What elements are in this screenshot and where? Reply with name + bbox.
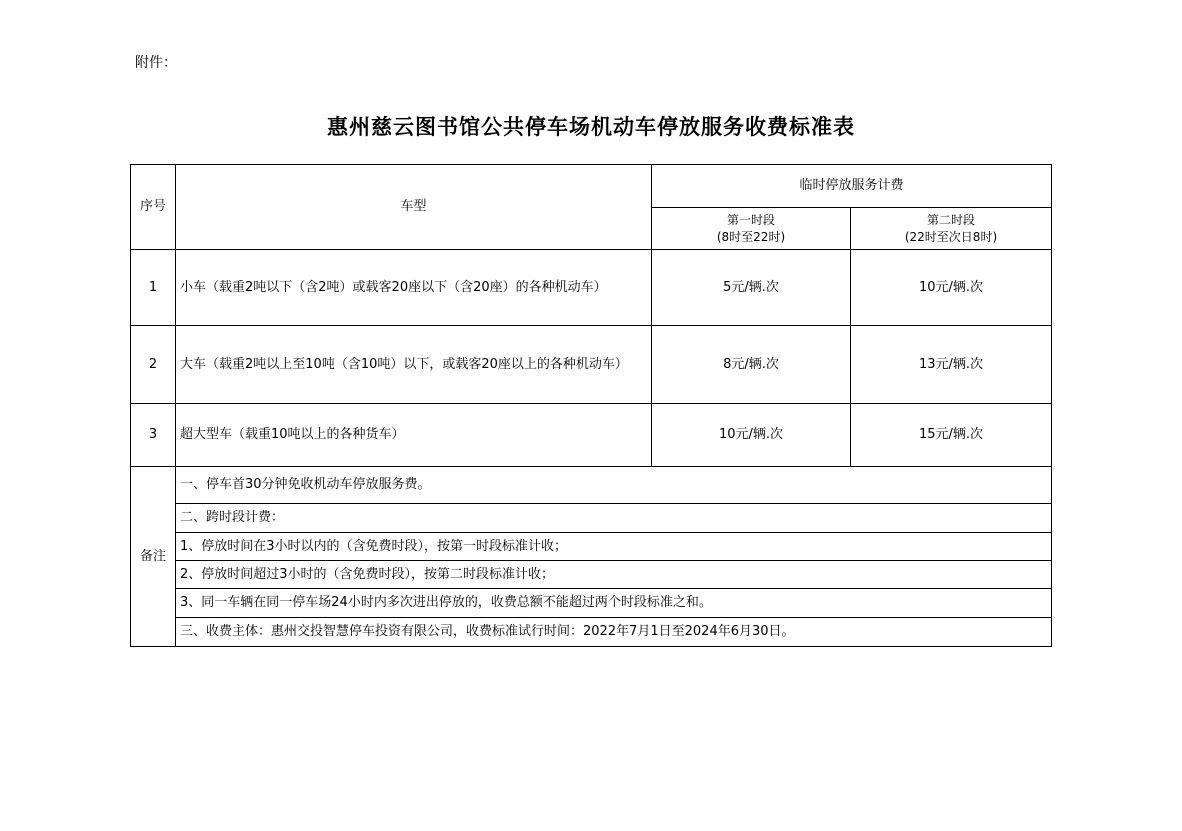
period-1-hours: (8时至22时) — [716, 229, 786, 244]
table-row — [131, 250, 1052, 326]
period-1-name: 第一时段 — [726, 212, 775, 227]
row-vehicle-type: 小车（载重2吨以下（含2吨）或载客20座以下（含20座）的各种机动车） — [176, 250, 652, 326]
notes-label: 备注 — [131, 467, 176, 647]
attachment-label: 附件： — [135, 55, 177, 71]
row-seq: 1 — [131, 250, 176, 326]
note-item: 3、同一车辆在同一停车场24小时内多次进出停放的，收费总额不能超过两个时段标准之和。 — [176, 589, 1052, 618]
note-row — [131, 467, 1052, 504]
note-row — [131, 618, 1052, 647]
header-period-2 — [851, 208, 1052, 250]
note-row — [131, 561, 1052, 589]
row-fee-period-1: 10元/辆.次 — [652, 404, 851, 467]
header-period-1 — [652, 208, 851, 250]
row-vehicle-type: 大车（载重2吨以上至10吨（含10吨）以下，或载客20座以上的各种机动车） — [176, 326, 652, 404]
row-fee-period-1: 5元/辆.次 — [652, 250, 851, 326]
row-fee-period-2: 13元/辆.次 — [851, 326, 1052, 404]
note-item: 1、停放时间在3小时以内的（含免费时段），按第一时段标准计收； — [176, 533, 1052, 561]
document-title: 惠州慈云图书馆公共停车场机动车停放服务收费标准表 — [327, 114, 855, 139]
row-seq: 2 — [131, 326, 176, 404]
period-2-hours: (22时至次日8时) — [904, 229, 998, 244]
note-item: 二、跨时段计费： — [176, 504, 1052, 533]
period-2-name: 第二时段 — [927, 212, 976, 227]
note-row — [131, 504, 1052, 533]
table-row — [131, 326, 1052, 404]
row-vehicle-type: 超大型车（载重10吨以上的各种货车） — [176, 404, 652, 467]
row-seq: 3 — [131, 404, 176, 467]
fee-standard-table — [130, 164, 1052, 647]
header-vehicle-type: 车型 — [176, 165, 652, 250]
table-row — [131, 404, 1052, 467]
note-row — [131, 533, 1052, 561]
row-fee-period-2: 10元/辆.次 — [851, 250, 1052, 326]
note-item: 2、停放时间超过3小时的（含免费时段），按第二时段标准计收； — [176, 561, 1052, 589]
note-item: 三、收费主体：惠州交投智慧停车投资有限公司，收费标准试行时间：2022年7月1日至2024年6月30日。 — [176, 618, 1052, 647]
header-seq: 序号 — [131, 165, 176, 250]
header-temporary-fee: 临时停放服务计费 — [652, 165, 1052, 208]
note-item: 一、停车首30分钟免收机动车停放服务费。 — [176, 467, 1052, 504]
row-fee-period-2: 15元/辆.次 — [851, 404, 1052, 467]
note-row — [131, 589, 1052, 618]
row-fee-period-1: 8元/辆.次 — [652, 326, 851, 404]
